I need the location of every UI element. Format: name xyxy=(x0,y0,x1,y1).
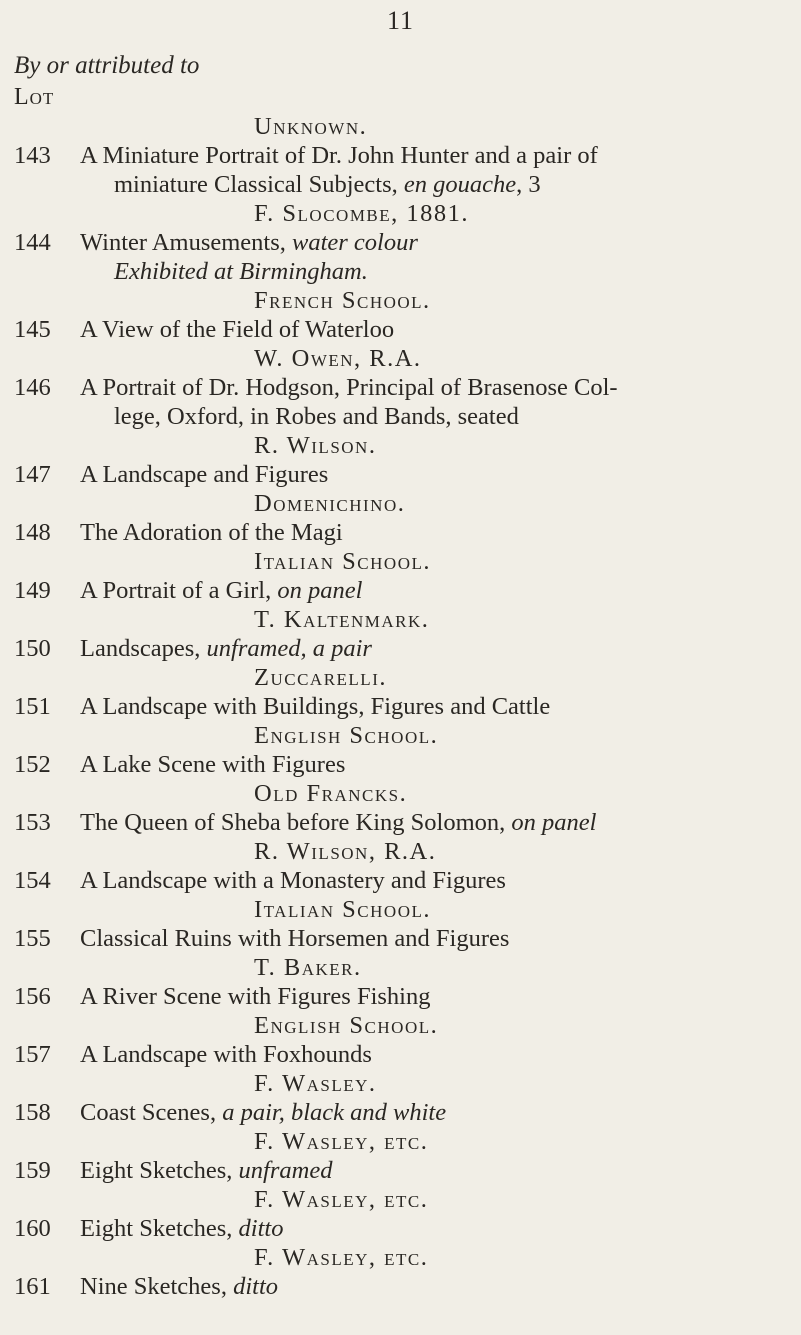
lot-medium-note: on panel xyxy=(511,809,597,836)
artist-line xyxy=(0,489,801,518)
lot-title xyxy=(80,1272,278,1301)
lot-line xyxy=(0,576,801,605)
artist-name: F. Wasley, etc. xyxy=(254,1244,429,1271)
lot-number: 152 xyxy=(14,751,51,778)
artist-line xyxy=(0,779,801,808)
lot-line xyxy=(0,1040,801,1069)
artist-line xyxy=(0,837,801,866)
continuation-text: miniature Classical Subjects, xyxy=(114,171,404,198)
artist-name: Italian School. xyxy=(254,548,431,575)
lot-number: 151 xyxy=(14,693,51,720)
lot-line xyxy=(0,1214,801,1243)
continuation-note: Exhibited at Birmingham. xyxy=(114,258,368,285)
artist-name: Unknown. xyxy=(254,113,368,140)
lot-title xyxy=(80,1214,283,1243)
lot-number: 153 xyxy=(14,809,51,836)
lot-line xyxy=(0,866,801,895)
artist-name: R. Wilson. xyxy=(254,432,377,459)
lot-line xyxy=(0,141,801,170)
lot-title-text: Winter Amusements, xyxy=(80,229,292,256)
lot-title: A River Scene with Figures Fishing xyxy=(80,983,431,1010)
artist-line xyxy=(0,953,801,982)
lot-column-heading: Lot xyxy=(14,84,55,110)
lot-medium-note: ditto xyxy=(233,1273,279,1300)
artist-name: F. Wasley, etc. xyxy=(254,1128,429,1155)
lot-title xyxy=(80,576,362,605)
lot-continuation xyxy=(114,257,368,286)
lot-line xyxy=(0,1156,801,1185)
lot-number: 150 xyxy=(14,635,51,662)
lot-title: A Portrait of Dr. Hodgson, Principal of Brasenose Col- xyxy=(80,374,618,401)
lot-number: 147 xyxy=(14,461,51,488)
artist-name: French School. xyxy=(254,287,431,314)
artist-name: W. Owen, R.A. xyxy=(254,345,422,372)
artist-line xyxy=(0,431,801,460)
artist-line xyxy=(0,605,801,634)
lot-line xyxy=(0,924,801,953)
lot-title-text: Nine Sketches, xyxy=(80,1273,234,1300)
lot-line xyxy=(0,518,801,547)
lot-title-text: Eight Sketches, xyxy=(80,1157,239,1184)
lot-title: A Miniature Portrait of Dr. John Hunter and a pair of xyxy=(80,142,598,169)
lot-title: A View of the Field of Waterloo xyxy=(80,316,395,343)
artist-name: English School. xyxy=(254,1012,439,1039)
lot-line xyxy=(0,373,801,402)
lot-line xyxy=(0,982,801,1011)
lot-title-text: Coast Scenes, xyxy=(80,1099,223,1126)
artist-line xyxy=(0,663,801,692)
lot-title: A Landscape with Buildings, Figures and Cattle xyxy=(80,693,551,720)
lot-title xyxy=(80,808,596,837)
lot-medium-note: water colour xyxy=(292,229,418,256)
continuation-tail: , 3 xyxy=(516,171,541,198)
artist-line xyxy=(0,721,801,750)
lot-title: A Lake Scene with Figures xyxy=(80,751,346,778)
lot-line xyxy=(0,315,801,344)
artist-line xyxy=(0,199,801,228)
artist-line xyxy=(0,1127,801,1156)
lot-line xyxy=(0,634,801,663)
lot-line xyxy=(0,1098,801,1127)
lot-line xyxy=(0,692,801,721)
lot-title xyxy=(80,1156,332,1185)
lot-title xyxy=(80,634,372,663)
artist-name: English School. xyxy=(254,722,439,749)
lot-number: 154 xyxy=(14,867,51,894)
lot-medium-note: on panel xyxy=(277,577,363,604)
lot-title: A Landscape and Figures xyxy=(80,461,329,488)
lot-line xyxy=(0,402,801,431)
artist-name: Domenichino. xyxy=(254,490,406,517)
artist-line xyxy=(0,895,801,924)
artist-line xyxy=(0,344,801,373)
artist-name: R. Wilson, R.A. xyxy=(254,838,437,865)
artist-name: F. Wasley, etc. xyxy=(254,1186,429,1213)
lot-number: 158 xyxy=(14,1099,51,1126)
artist-name: F. Slocombe, 1881. xyxy=(254,200,470,227)
artist-name: Italian School. xyxy=(254,896,431,923)
lot-continuation xyxy=(114,402,519,431)
lot-number: 160 xyxy=(14,1215,51,1242)
lot-number: 143 xyxy=(14,142,51,169)
lot-number: 149 xyxy=(14,577,51,604)
lot-number: 159 xyxy=(14,1157,51,1184)
artist-line xyxy=(0,286,801,315)
lot-number: 145 xyxy=(14,316,51,343)
lot-title-text: Landscapes, xyxy=(80,635,207,662)
catalogue-list xyxy=(0,112,801,1301)
artist-line xyxy=(0,1243,801,1272)
page-number: 11 xyxy=(386,6,415,35)
lot-continuation xyxy=(114,170,541,199)
lot-number: 155 xyxy=(14,925,51,952)
artist-line xyxy=(0,112,801,141)
continuation-note: en gouache xyxy=(403,171,517,198)
artist-name: T. Kaltenmark. xyxy=(254,606,430,633)
lot-line xyxy=(0,750,801,779)
lot-number: 146 xyxy=(14,374,51,401)
artist-name: Zuccarelli. xyxy=(254,664,387,691)
lot-title xyxy=(80,228,418,257)
artist-line xyxy=(0,1185,801,1214)
artist-name: T. Baker. xyxy=(254,954,362,981)
lot-title xyxy=(80,1098,446,1127)
lot-title-text: A Portrait of a Girl, xyxy=(80,577,278,604)
lot-number: 148 xyxy=(14,519,51,546)
lot-title-text: Eight Sketches, xyxy=(80,1215,239,1242)
artist-line xyxy=(0,1011,801,1040)
lot-medium-note: ditto xyxy=(238,1215,284,1242)
section-heading: By or attributed to xyxy=(14,52,200,79)
artist-line xyxy=(0,547,801,576)
lot-line xyxy=(0,1272,801,1301)
continuation-text: lege, Oxford, in Robes and Bands, seated xyxy=(114,403,519,430)
lot-medium-note: unframed, a pair xyxy=(206,635,372,662)
lot-line xyxy=(0,170,801,199)
lot-medium-note: a pair, black and white xyxy=(222,1099,447,1126)
lot-line xyxy=(0,808,801,837)
lot-title: The Adoration of the Magi xyxy=(80,519,343,546)
lot-line xyxy=(0,228,801,257)
lot-line xyxy=(0,460,801,489)
lot-number: 157 xyxy=(14,1041,51,1068)
lot-title-text: The Queen of Sheba before King Solomon, xyxy=(80,809,512,836)
lot-title: A Landscape with a Monastery and Figures xyxy=(80,867,506,894)
lot-line xyxy=(0,257,801,286)
artist-line xyxy=(0,1069,801,1098)
lot-number: 144 xyxy=(14,229,51,256)
lot-title: Classical Ruins with Horsemen and Figures xyxy=(80,925,510,952)
artist-name: Old Francks. xyxy=(254,780,408,807)
lot-number: 161 xyxy=(14,1273,51,1300)
artist-name: F. Wasley. xyxy=(254,1070,377,1097)
lot-title: A Landscape with Foxhounds xyxy=(80,1041,372,1068)
lot-number: 156 xyxy=(14,983,51,1010)
lot-medium-note: unframed xyxy=(238,1157,333,1184)
